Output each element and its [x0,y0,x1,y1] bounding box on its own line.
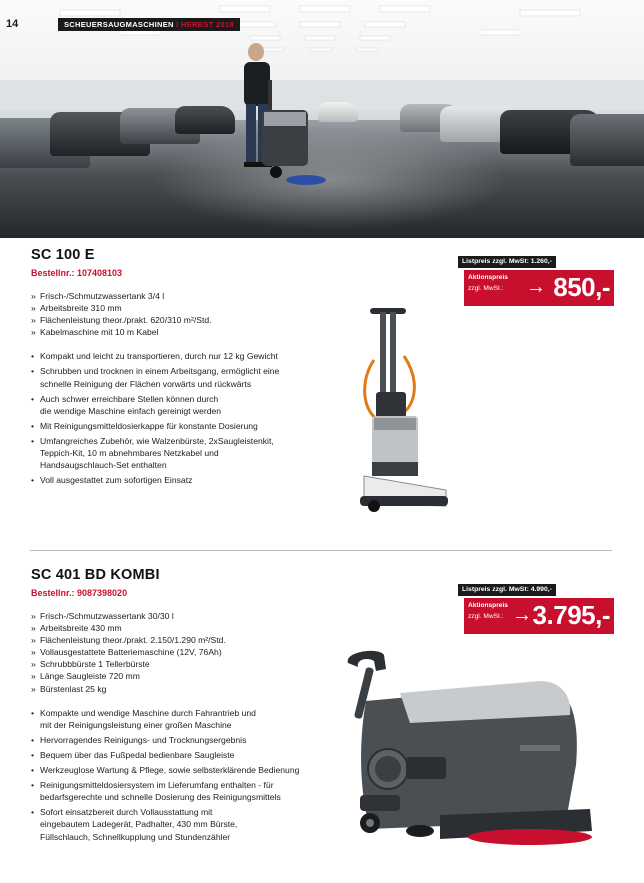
car-right-4 [570,114,644,166]
page-number: 14 [6,18,19,30]
spec-item: » Bürstenlast 25 kg [31,683,331,695]
feature-item: • Reinigungsmitteldosiersystem im Lieferumfang enthalten - für bedarfsgerechte und schnelle Dosierung des Reinigungsmittels [31,779,331,803]
section-header [58,18,240,31]
list-price: Listpreis zzgl. MwSt: 4.990,- [458,584,556,596]
spec-item: » Flächenleistung theor./prakt. 620/310 m²/Std. [31,314,331,326]
feature-item: • Werkzeuglose Wartung & Pflege, sowie selbsterklärende Bedienung [31,764,331,776]
promo-label: Aktionspreis [468,274,508,281]
product-title: SC 100 E [31,247,95,263]
promo-price: 3.795,- [532,600,610,630]
feature-item: • Umfangreiches Zubehör, wie Walzenbürste, 2xSaugleistenkit, Teppich-Kit, 10 m abnehmbares Netzkabel und Handsaugschlauch-Set enthalten [31,435,331,471]
feature-item: • Auch schwer erreichbare Stellen können durch die wendige Maschine einfach gereinigt werden [31,393,331,417]
feature-item: • Mit Reinigungsmitteldosierkappe für konstante Dosierung [31,420,331,432]
feature-item: • Bequem über das Fußpedal bedienbare Saugleiste [31,749,331,761]
arrow-right-icon: → [526,276,546,298]
promo-price-box [464,270,614,306]
list-price: Listpreis zzgl. MwSt: 1.260,- [458,256,556,268]
spec-item: » Vollausgestattete Batteriemaschine (12V, 76Ah) [31,646,331,658]
spec-list [31,290,331,338]
feature-item: • Voll ausgestattet zum sofortigen Einsatz [31,474,331,486]
hero-photo [0,0,644,238]
promo-price-box [464,598,614,634]
spec-item: » Flächenleistung theor./prakt. 2.150/1.290 m²/Std. [31,634,331,646]
promo-label: Aktionspreis [468,602,508,609]
spec-item: » Arbeitsbreite 430 mm [31,622,331,634]
price-box-sc401bd [458,578,614,634]
sc401bd-machine-image [340,645,600,855]
spec-item: » Schrubbbürste 1 Tellerbürste [31,658,331,670]
spec-item: » Arbeitsbreite 310 mm [31,302,331,314]
person-with-scrubber [228,40,328,190]
section-divider [30,550,612,551]
spec-item: » Frisch-/Schmutzwassertank 30/30 l [31,610,331,622]
spec-item: » Länge Saugleiste 720 mm [31,670,331,682]
feature-item: • Sofort einsatzbereit durch Vollausstattung mit eingebautem Ladegerät, Padhalter, 430 mm Bürste, Füllschlauch, Schnellkupplung und Stundenzähler [31,806,331,842]
spec-item: » Frisch-/Schmutzwassertank 3/4 l [31,290,331,302]
promo-sub-label: zzgl. MwSt.: [468,285,504,292]
product-sc401bd [31,567,331,846]
order-number: Bestellnr.: 107408103 [31,268,123,278]
feature-item: • Hervorragendes Reinigungs- und Trocknungsergebnis [31,734,331,746]
season-label: / HERBST 2018 [176,20,234,29]
feature-item: • Kompakt und leicht zu transportieren, durch nur 12 kg Gewicht [31,350,331,362]
promo-sub-label: zzgl. MwSt.: [468,613,504,620]
feature-item: • Schrubben und trocknen in einem Arbeitsgang, ermöglicht eine schnelle Reinigung der Flächen vorwärts und rückwärts [31,365,331,389]
sc100e-machine-image [350,300,460,520]
spec-item: » Kabelmaschine mit 10 m Kabel [31,326,331,338]
promo-price: 850,- [553,272,610,302]
product-sc100e [31,247,331,489]
car-left-4 [175,106,235,134]
spec-list [31,610,331,695]
feature-list [31,707,331,843]
order-number: Bestellnr.: 9087398020 [31,588,128,598]
feature-list [31,350,331,486]
arrow-right-icon: → [512,604,532,626]
feature-item: • Kompakte und wendige Maschine durch Fahrantrieb und mit der Reinigungsleistung einer großen Maschine [31,707,331,731]
product-title: SC 401 BD KOMBI [31,567,160,583]
section-label: SCHEUERSAUGMASCHINEN [64,20,174,29]
price-box-sc100e [458,250,614,306]
